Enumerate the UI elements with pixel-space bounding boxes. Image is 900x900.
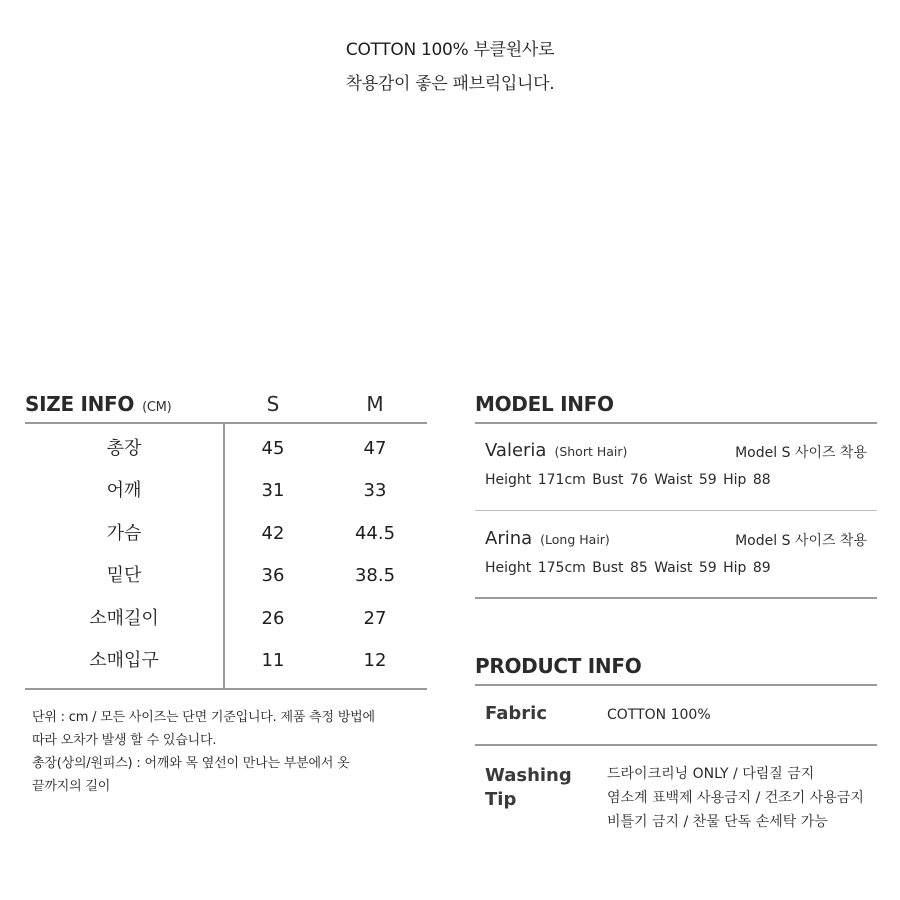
size-row-s-value: 31 — [261, 480, 285, 501]
model-hair: (Short Hair) — [554, 444, 628, 459]
size-row — [25, 598, 427, 640]
size-column-m: M — [366, 392, 384, 416]
size-row — [25, 513, 427, 555]
product-info-divider — [475, 744, 877, 746]
model-info-bottom-rule — [475, 597, 877, 599]
size-row-label: 소매길이 — [89, 608, 159, 629]
model-info-title: MODEL INFO — [475, 392, 614, 416]
size-row-s-value: 45 — [261, 438, 285, 459]
fabric-value: COTTON 100% — [607, 707, 711, 723]
size-row — [25, 640, 427, 682]
size-row — [25, 428, 427, 470]
model-measurements: Height 171cm Bust 76 Waist 59 Hip 88 — [485, 472, 771, 488]
model-name: Arina — [485, 528, 533, 549]
size-row-m-value: 27 — [363, 608, 387, 629]
intro-line-1: COTTON 100% 부클원사로 — [345, 40, 555, 60]
size-note-line: 끝까지의 길이 — [32, 779, 111, 794]
size-row-s-value: 11 — [261, 650, 285, 671]
size-row-m-value: 47 — [363, 438, 387, 459]
size-note-line: 따라 오차가 발생 할 수 있습니다. — [32, 733, 217, 748]
size-notes — [32, 706, 432, 798]
washing-label-line: Tip — [485, 789, 517, 810]
size-row-label: 소매입구 — [89, 650, 159, 671]
model-card — [485, 528, 610, 549]
size-row-label: 총장 — [106, 438, 142, 459]
intro-line-2: 착용감이 좋은 패브릭입니다. — [345, 74, 555, 94]
model-size-worn: Model S 사이즈 착용 — [735, 445, 867, 461]
washing-tip-line: 염소계 표백제 사용금지 / 건조기 사용금지 — [607, 790, 864, 806]
size-row — [25, 555, 427, 597]
washing-tip-label — [485, 764, 572, 812]
size-table-bottom-rule — [25, 688, 427, 690]
size-column-s: S — [266, 392, 280, 416]
model-size-worn: Model S 사이즈 착용 — [735, 533, 867, 549]
fabric-label: Fabric — [485, 703, 547, 724]
model-hair: (Long Hair) — [540, 532, 610, 547]
size-row-s-value: 36 — [261, 565, 285, 586]
size-row-label: 어깨 — [106, 480, 142, 501]
product-info-title: PRODUCT INFO — [475, 654, 642, 678]
size-row-m-value: 12 — [363, 650, 387, 671]
size-row-label: 가슴 — [106, 523, 142, 544]
size-info-title — [25, 392, 171, 416]
model-measurements: Height 175cm Bust 85 Waist 59 Hip 89 — [485, 560, 771, 576]
size-row-label: 밑단 — [106, 565, 142, 586]
product-info-top-rule — [475, 684, 877, 686]
size-note-line: 단위 : cm / 모든 사이즈는 단면 기준입니다. 제품 측정 방법에 — [32, 710, 375, 725]
washing-tip-values — [607, 762, 864, 834]
size-row-m-value: 44.5 — [354, 523, 396, 544]
model-card — [485, 440, 627, 461]
washing-tip-line: 드라이크리닝 ONLY / 다림질 금지 — [607, 766, 815, 782]
model-divider — [475, 510, 877, 511]
size-note-line: 총장(상의/원피스) : 어깨와 목 옆선이 만나는 부분에서 옷 — [32, 756, 350, 771]
size-row-m-value: 33 — [363, 480, 387, 501]
size-unit-label: (CM) — [142, 400, 172, 415]
washing-label-line: Washing — [485, 765, 572, 786]
washing-tip-line: 비틀기 금지 / 찬물 단독 손세탁 가능 — [607, 814, 828, 830]
size-table-top-rule — [25, 422, 427, 424]
size-info-heading: SIZE INFO — [25, 392, 135, 416]
size-row-m-value: 38.5 — [354, 565, 396, 586]
size-row-s-value: 42 — [261, 523, 285, 544]
size-row — [25, 470, 427, 512]
model-info-top-rule — [475, 422, 877, 424]
model-name: Valeria — [485, 440, 547, 461]
size-row-s-value: 26 — [261, 608, 285, 629]
